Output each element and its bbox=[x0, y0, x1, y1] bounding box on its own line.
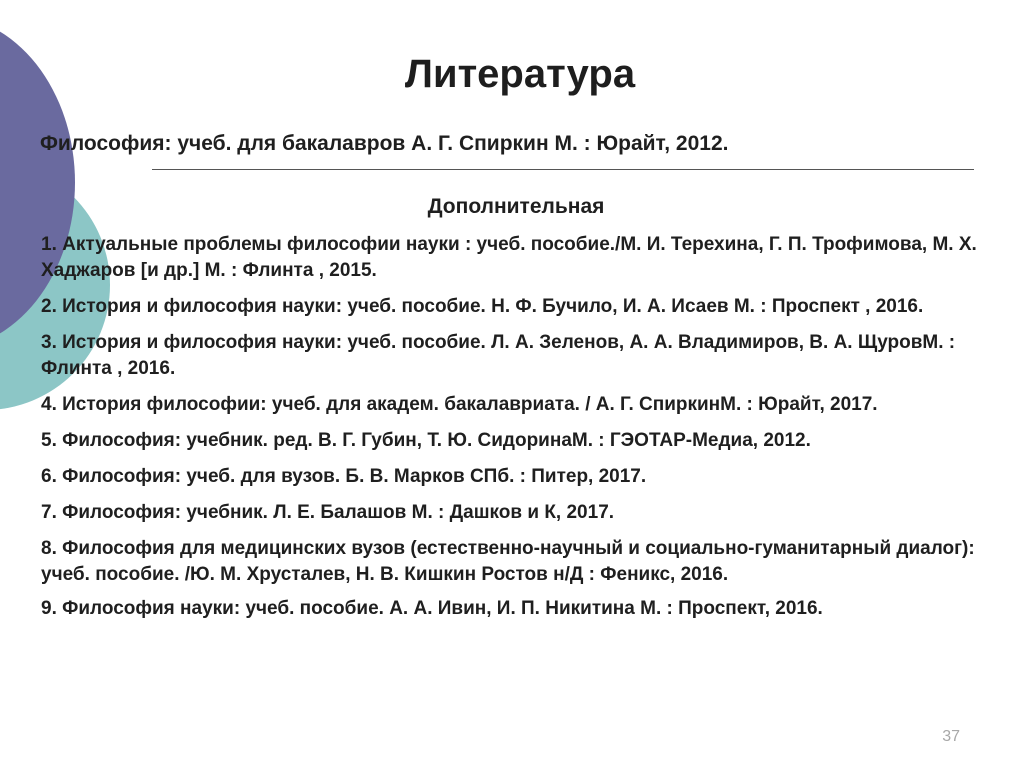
main-reference: Философия: учеб. для бакалавров А. Г. Спиркин М. : Юрайт, 2012. bbox=[40, 132, 729, 155]
slide-title: Литература bbox=[404, 52, 636, 96]
reference-item: 8. Философия для медицинских вузов (естественно-научный и социально-гуманитарный диалог): учеб. пособие. /Ю. М. Хрусталев, Н. В. Кишкин Ростов н/Д : Феникс, 2016. bbox=[41, 538, 975, 585]
reference-list bbox=[41, 232, 991, 632]
reference-item: 5. Философия: учебник. ред. В. Г. Губин, Т. Ю. СидоринаМ. : ГЭОТАР-Медиа, 2012. bbox=[41, 430, 811, 451]
reference-item: 6. Философия: учеб. для вузов. Б. В. Марков СПб. : Питер, 2017. bbox=[41, 466, 647, 487]
reference-item: 7. Философия: учебник. Л. Е. Балашов М. : Дашков и К, 2017. bbox=[41, 502, 615, 523]
divider-line bbox=[152, 169, 974, 170]
additional-heading: Дополнительная bbox=[427, 195, 605, 218]
reference-item: 9. Философия науки: учеб. пособие. А. А. Ивин, И. П. Никитина М. : Проспект, 2016. bbox=[41, 598, 823, 619]
page-number: 37 bbox=[942, 728, 960, 745]
reference-item: 1. Актуальные проблемы философии науки : учеб. пособие./М. И. Терехина, Г. П. Трофимова, М. Х. Хаджаров [и др.] М. : Флинта , 2015. bbox=[41, 234, 977, 281]
reference-item: 3. История и философия науки: учеб. пособие. Л. А. Зеленов, А. А. Владимиров, В. А. ЩуровМ. : Флинта , 2016. bbox=[41, 332, 956, 379]
reference-item: 2. История и философия науки: учеб. пособие. Н. Ф. Бучило, И. А. Исаев М. : Проспект , 2016. bbox=[41, 296, 924, 317]
reference-item: 4. История философии: учеб. для академ. бакалавриата. / А. Г. СпиркинМ. : Юрайт, 2017. bbox=[41, 394, 878, 415]
